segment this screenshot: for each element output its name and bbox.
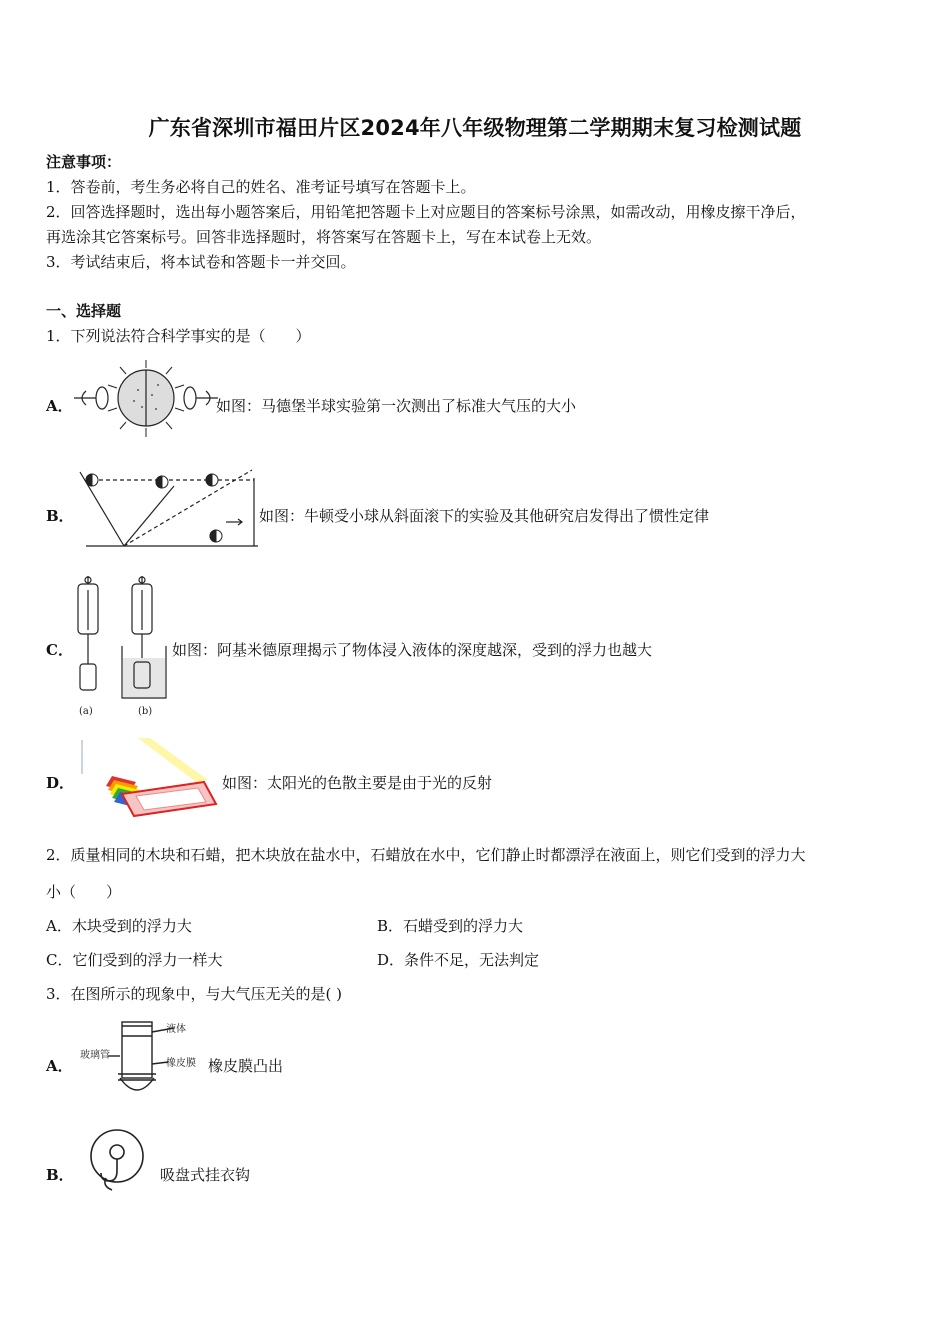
figure-label-b: (b) xyxy=(138,706,153,717)
light-dispersion-figure xyxy=(78,734,222,820)
q1-option-c-text: 如图：阿基米德原理揭示了物体浸入液体的深度越深，受到的浮力也越大 xyxy=(172,641,653,659)
q3-option-b-text: 吸盘式挂衣钩 xyxy=(160,1166,251,1184)
label-rubber-membrane: 橡皮膜 xyxy=(166,1058,196,1069)
q1-option-b-text: 如图：牛顿受小球从斜面滚下的实验及其他研究启发得出了惯性定律 xyxy=(259,507,710,525)
q1-option-c-letter: C． xyxy=(46,641,73,659)
q3-option-a-text: 橡皮膜凸出 xyxy=(208,1057,284,1075)
notice-item-2b: 再选涂其它答案标号。回答非选择题时，将答案写在答题卡上，写在本试卷上无效。 xyxy=(46,228,602,246)
rubber-membrane-tube-figure xyxy=(78,1016,208,1102)
q2-option-c: C．它们受到的浮力一样大 xyxy=(46,951,223,969)
section-heading: 一、选择题 xyxy=(46,302,122,320)
notice-item-2a: 2．回答选择题时，选出每小题答案后，用铅笔把答题卡上对应题目的答案标号涂黑，如需改动，用橡皮擦干净后， xyxy=(46,203,806,221)
notice-item-3: 3．考试结束后，将本试卷和答题卡一并交回。 xyxy=(46,253,356,271)
q2-option-a: A．木块受到的浮力大 xyxy=(46,917,192,935)
incline-ball-figure xyxy=(74,466,260,554)
q1-option-d-text: 如图：太阳光的色散主要是由于光的反射 xyxy=(222,774,493,792)
q2-stem-line2: 小（ ） xyxy=(46,883,122,901)
q1-option-a-letter: A． xyxy=(46,397,73,415)
q1-option-b-letter: B． xyxy=(46,507,74,525)
q1-stem: 1．下列说法符合科学事实的是（ ） xyxy=(46,327,311,345)
archimedes-spring-scale-figure xyxy=(70,574,174,720)
label-liquid: 液体 xyxy=(166,1024,186,1035)
q2-option-d: D．条件不足，无法判定 xyxy=(377,951,540,969)
label-glass-tube: 玻璃管 xyxy=(80,1050,110,1061)
q3-stem: 3．在图所示的现象中，与大气压无关的是( ) xyxy=(46,985,343,1003)
page-title: 广东省深圳市福田片区2024年八年级物理第二学期期末复习检测试题 xyxy=(148,116,802,140)
q1-option-a-text: 如图：马德堡半球实验第一次测出了标准大气压的大小 xyxy=(216,397,577,415)
q2-stem-line1: 2．质量相同的木块和石蜡，把木块放在盐水中，石蜡放在水中，它们静止时都漂浮在液面上，则它们受到的浮力大 xyxy=(46,846,806,864)
suction-cup-hook-figure xyxy=(86,1126,148,1198)
notice-item-1: 1．答卷前，考生务必将自己的姓名、准考证号填写在答题卡上。 xyxy=(46,178,476,196)
q2-option-b: B．石蜡受到的浮力大 xyxy=(377,917,524,935)
notice-heading: 注意事项： xyxy=(46,153,122,171)
figure-label-a: (a) xyxy=(79,706,93,717)
q3-option-a-letter: A． xyxy=(46,1057,73,1075)
q1-option-d-letter: D． xyxy=(46,774,75,792)
q3-option-b-letter: B． xyxy=(46,1166,74,1184)
magdeburg-hemispheres-figure xyxy=(72,355,220,441)
